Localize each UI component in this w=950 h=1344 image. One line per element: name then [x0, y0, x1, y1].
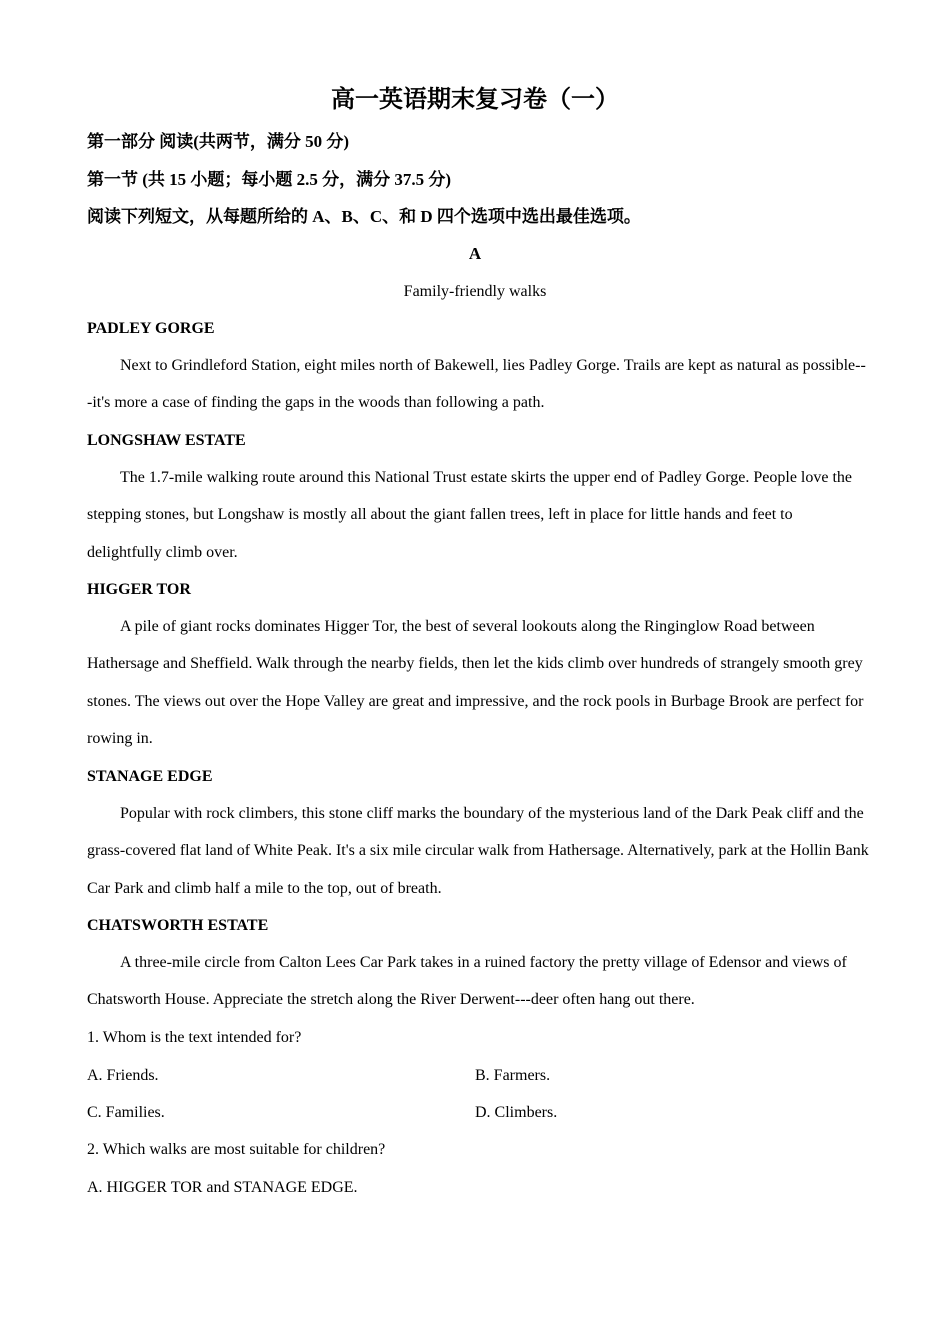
walk-heading-chatsworth-estate: CHATSWORTH ESTATE — [87, 917, 269, 934]
walk-heading-longshaw-estate: LONGSHAW ESTATE — [87, 432, 246, 449]
question-1-stem: 1. Whom is the text intended for? — [87, 1029, 302, 1046]
walk-description-chatsworth-estate: A three-mile circle from Calton Lees Car Park takes in a ruined factory the pretty village of Edensor and views of Chatsworth House. Appreciate the stretch along the River Derwent---deer often hang out there. — [87, 954, 847, 1009]
question-1-option-d: D. Climbers. — [475, 1104, 558, 1121]
section-header: 第一节 (共 15 小题；每小题 2.5 分，满分 37.5 分) — [87, 170, 452, 189]
walk-description-longshaw-estate: The 1.7-mile walking route around this National Trust estate skirts the upper end of Padley Gorge. People love the stepping stones, but Longshaw is mostly all about the giant fallen trees, left in place for little hands and feet to delightfully climb over. — [87, 469, 853, 561]
walk-description-stanage-edge: Popular with rock climbers, this stone cliff marks the boundary of the mysterious land of the Dark Peak cliff and the grass-covered flat land of White Peak. It's a six mile circular walk from Hathersage. Alternatively, park at the Hollin Bank Car Park and climb half a mile to the top, out of breath. — [87, 805, 869, 897]
page-title: 高一英语期末复习卷（一） — [331, 84, 619, 113]
walk-description-padley-gorge: Next to Grindleford Station, eight miles north of Bakewell, lies Padley Gorge. Trails are kept as natural as possible---it's more a case of finding the gaps in the woods than following a path. — [87, 357, 866, 412]
passage-letter: A — [468, 244, 482, 263]
walk-heading-higger-tor: HIGGER TOR — [87, 581, 191, 598]
walk-heading-stanage-edge: STANAGE EDGE — [87, 768, 213, 785]
walk-description-higger-tor: A pile of giant rocks dominates Higger Tor, the best of several lookouts along the Ringinglow Road between Hathersage and Sheffield. Walk through the nearby fields, then let the kids climb over hundreds of strangely smooth grey stones. The views out over the Hope Valley are great and impressive, and the rock pools in Burbage Brook are perfect for rowing in. — [87, 618, 864, 747]
question-2-stem: 2. Which walks are most suitable for children? — [87, 1141, 386, 1158]
question-1-option-c: C. Families. — [87, 1104, 165, 1121]
part-header: 第一部分 阅读(共两节，满分 50 分) — [87, 132, 350, 151]
instruction: 阅读下列短文，从每题所给的 A、B、C、和 D 四个选项中选出最佳选项。 — [87, 207, 641, 226]
passage-title: Family-friendly walks — [403, 283, 547, 300]
walk-heading-padley-gorge: PADLEY GORGE — [87, 320, 215, 337]
question-1-option-a: A. Friends. — [87, 1067, 159, 1084]
question-1-option-b: B. Farmers. — [475, 1067, 551, 1084]
question-2-option-a: A. HIGGER TOR and STANAGE EDGE. — [87, 1179, 358, 1196]
